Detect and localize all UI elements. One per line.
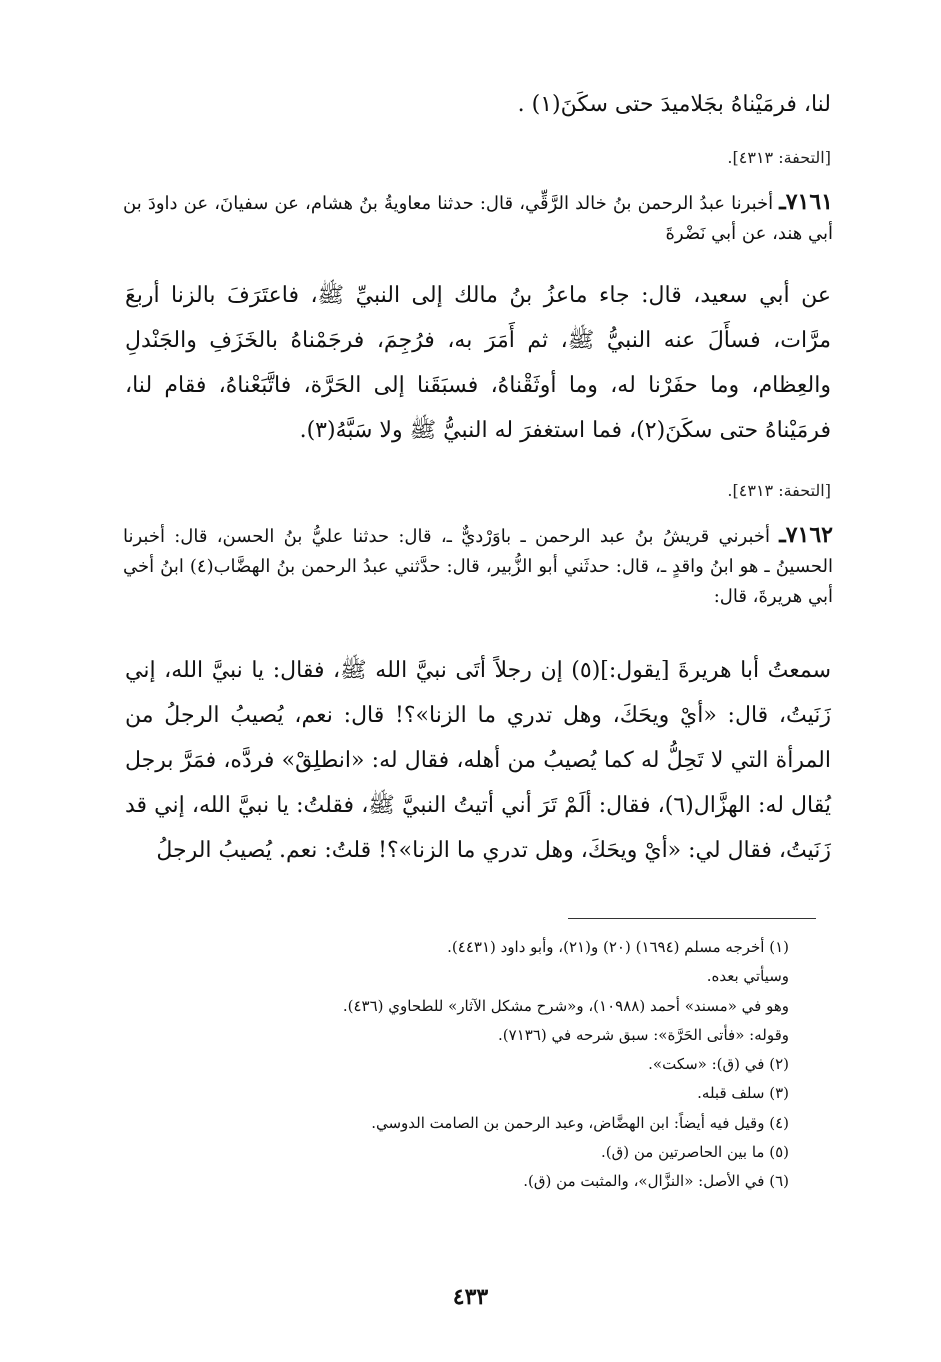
footnote-line: (٤) وقيل فيه أيضاً: ابن الهضَّاض، وعبد الرحمن بن الصامت الدوسي. (371, 1113, 789, 1132)
hadith-number: ٧١٦١ـ (779, 189, 833, 215)
footnote-separator (568, 918, 816, 919)
hadith-7162-matn (125, 648, 831, 873)
footnote-line: (٢) في (ق): «سكت». (648, 1055, 789, 1074)
hadith-7162-isnad (123, 520, 833, 612)
footnote-line: (٣) سلف قبله. (697, 1084, 789, 1103)
footnote-line: وهو في «مسند» أحمد (١٠٩٨٨)، و«شرح مشكل الآثار» للطحاوي (٤٣٦). (342, 996, 789, 1015)
footnote-line: وسيأتي بعده. (706, 967, 789, 986)
page-number: ٤٣٣ (452, 1284, 489, 1310)
hadith-7161-matn (125, 273, 831, 453)
matn-text: سمعتُ أبا هريرةَ [يقول:](٥) إن رجلاً أتَى نبيَّ الله ﷺ، فقال: يا نبيَّ الله، إني زَنَيتُ، قال: «أيْ ويحَكَ، وهل تدري ما الزنا»؟! قال: نعم، يُصيبُ الرجلُ من المرأة التي لا تَحِلُّ له كما يُصيبُ من أهله، فقال له: «انطلِقْ» فردَّه، فمَرَّ برجل يُقال له: الهزَّال(٦)، فقال: ألَمْ تَرَ أني أتيتُ النبيَّ ﷺ، فقلتُ: يا نبيَّ الله، إني قد زَنَيتُ، فقال لي: «أيْ ويحَكَ، وهل تدري ما الزنا»؟! قلتُ: نعم. يُصيبُ الرجلُ (125, 658, 832, 863)
continuation-line (125, 82, 831, 127)
isnad-text: أخبرنا عبدُ الرحمن بنُ خالد الرَّقِّي، قال: حدثنا معاويةُ بنُ هشام، عن سفيانَ، عن داودَ بن أبي هند، عن أبي نَضْرةَ (123, 193, 833, 244)
matn-text: عن أبي سعيد، قال: جاء ماعزُ بنُ مالك إلى النبيِّ ﷺ، فاعتَرَفَ بالزنا أربعَ مرَّات، فسأَلَ عنه النبيُّ ﷺ، ثم أَمَرَ به، فرُجِمَ، فرجَمْناهُ بالخَزَفِ والجَنْدلِ والعِظام، وما حفَرْنا له، وما أوثَقْناهُ، فسبَقَنا إلى الحَرَّة، فاتَّبَعْناهُ، فقام لنا، فرمَيْناهُ حتى سكَنَ(٢)، فما استغفرَ له النبيُّ ﷺ ولا سَبَّهُ(٣). (125, 283, 831, 443)
footnote-line: وقوله: «فأتى الحَرَّة»: سبق شرحه في (٧١٣٦). (498, 1025, 789, 1044)
hadith-7161-isnad (123, 187, 833, 249)
footnote-line: (٦) في الأصل: «النزَّال»، والمثبت من (ق). (523, 1172, 789, 1191)
tuhfa-reference-2: [التحفة: ٤٣١٣]. (727, 481, 831, 500)
tuhfa-reference-1: [التحفة: ٤٣١٣]. (727, 148, 831, 167)
footnote-line: (١) أخرجه مسلم (١٦٩٤) (٢٠) و(٢١)، وأبو داود (٤٤٣١). (447, 938, 789, 956)
footnote-line: (٥) ما بين الحاصرتين من (ق). (600, 1143, 789, 1162)
footnotes (189, 933, 789, 1197)
isnad-text: أخبرني قريشُ بنُ عبد الرحمن ـ باوَرْديٌّ ـ، قال: حدثنا عليُّ بنُ الحسن، قال: أخبرنا الحسينُ ـ هو ابنُ واقدٍ ـ، قال: حدثَني أبو الزُّبير، قال: حدَّثني عبدُ الرحمن بنُ الهضَّاب(٤) ابنُ أخي أبي هريرةَ، قال: (123, 526, 833, 607)
continuation-text: لنا، فرمَيْناهُ بجَلاميدَ حتى سكَنَ(١) . (517, 92, 831, 117)
hadith-number: ٧١٦٢ـ (779, 522, 833, 548)
